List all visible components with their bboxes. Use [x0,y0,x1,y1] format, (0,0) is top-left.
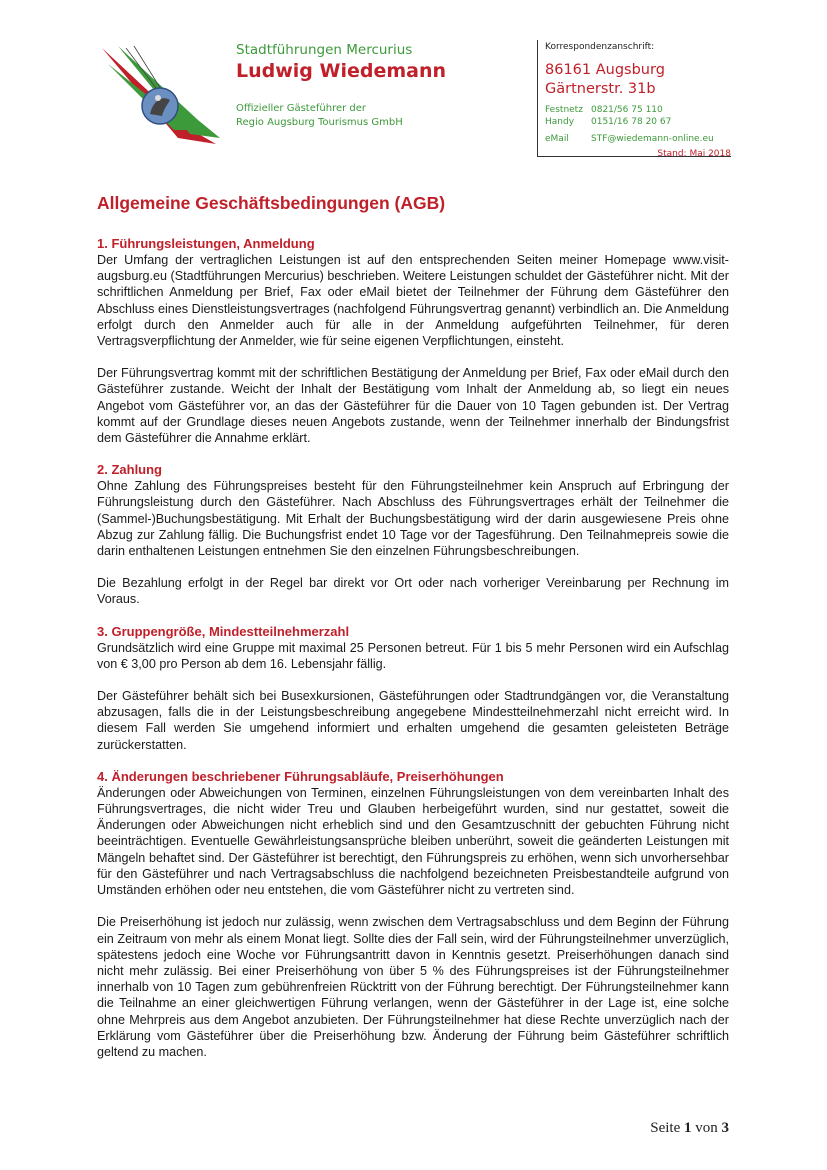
mercurius-logo [98,42,220,144]
paragraph: Grundsätzlich wird eine Gruppe mit maximal 25 Personen betreut. Für 1 bis 5 mehr Personen wird ein Aufschlag von € 3,00 pro Person ab dem 16. Lebensjahr fällig. [97,640,729,671]
paragraph: Die Preiserhöhung ist jedoch nur zulässig, wenn zwischen dem Vertragsabschluss und dem Beginn der Führung ein Zeitraum von mehr als einem Monat liegt. Sollte dies der Fall sein, wird der Führungsteilnehmer unverzüglich, spätestens jedoch eine Woche vor Führungsantritt davon in Kenntnis gesetzt. Preiserhöhungen danach sind nicht mehr zulässig. Bei einer Preiserhöhung von über 5 % des Führungspreises ist der Führungsteilnehmer innerhalb von 10 Tagen zum gebührenfreien Rücktritt von der Führung berechtigt. Der Führungsteilnehmer kann die Teilnahme an einer gleichwertigen Führung verlangen, wenn der Gästeführer in der Lage ist, eine solche ohne Mehrpreis aus dem Angebot anzubieten. Der Führungsteilnehmer hat diese Rechte unverzüglich nach der Erklärung vom Gästeführer über die Preiserhöhung bzw. Änderung der Führung beim Gästeführer schriftlich geltend zu machen. [97,915,729,1059]
page-number [650,1120,729,1137]
page-number-total: 3 [721,1120,729,1136]
company-brand: Stadtführungen Mercurius [236,42,413,58]
paragraph: Der Führungsvertrag kommt mit der schriftlichen Bestätigung der Anmeldung per Brief, Fax oder eMail durch den Gästeführer zustande. Weicht der Inhalt der Bestätigung vom Inhalt der Anmeldung ab, so liegt ein neues Angebot vom Gästeführer vor, an das der Gästeführer für die Dauer von 10 Tagen gebunden ist. Der Vertrag kommt auf der Grundlage dieses neuen Angebots zustande, wenn der Teilnehmer innerhalb der Bindungsfrist dem Gästeführer die Annahme erklärt. [97,366,729,446]
contact-email-label: eMail [545,134,569,144]
header-divider-vertical [537,40,538,156]
page-number-middle: von [695,1120,718,1136]
contact-phone-mobile-value: 0151/16 78 20 67 [591,117,672,127]
paragraph: Der Umfang der vertraglichen Leistungen ist auf den entsprechenden Seiten meiner Homepage www.visit-augsburg.eu (Stadtführungen Mercurius) beschrieben. Weitere Leistungen schuldet der Gästeführer nicht. Mit der schriftlichen Anmeldung per Brief, Fax oder eMail bietet der Teilnehmer der Führung dem Gästeführer den Abschluss eines Dienstleistungsvertrages (nachfolgend Führungsvertrag genannt) verbindlich an. Die Anmeldung erfolgt durch den Anmelder auch für alle in der Anmeldung aufgeführten Teilnehmer, für deren Vertragsverpflichtung der Anmelder, wie für seine eigenen Verpflichtungen, einsteht. [97,253,729,349]
document-date: Stand: Mai 2018 [657,149,731,159]
paragraph: Die Bezahlung erfolgt in der Regel bar direkt vor Ort oder nach vorheriger Vereinbarung per Rechnung im Voraus. [97,576,729,607]
section-heading: 1. Führungsleistungen, Anmeldung [97,236,315,251]
section-heading: 4. Änderungen beschriebener Führungsabläufe, Preiserhöhungen [97,768,504,784]
company-subtitle-line1: Offizieller Gästeführer der [236,103,367,114]
contact-phone-mobile-label: Handy [545,117,575,127]
section-2 [97,462,729,607]
contact-city: 86161 Augsburg [545,62,665,78]
contact-phone-mobile [545,116,731,128]
contact-label: Korrespondenzanschrift: [545,42,655,52]
section-1 [97,236,729,446]
contact-email-link[interactable]: STF@wiedemann-online.eu [591,134,714,144]
company-subtitle-line2: Regio Augsburg Tourismus GmbH [236,117,403,128]
paragraph: Ohne Zahlung des Führungspreises besteht für den Führungsteilnehmer kein Anspruch auf Erbringung der Führungsleistung durch den Gästeführer. Nach Abschluss des Führungsvertrages erhält der Teilnehmer die (Sammel-)Buchungsbestätigung. Mit Erhalt der Buchungsbestätigung wird der darin ausgewiesene Preis ohne Abzug zur Zahlung fällig. Die Buchungsfrist endet 10 Tage vor der Tagesführung. Den Teilnahmepreis sowie die darin enthaltenen Leistungen entnehmen Sie den einzelnen Führungsbeschreibungen. [97,479,729,559]
company-owner: Ludwig Wiedemann [236,60,447,82]
paragraph: Änderungen oder Abweichungen von Terminen, einzelnen Führungsleistungen von dem vereinbarten Inhalt des Führungsvertrages, die nicht wider Treu und Glauben herbeigeführt wurden, sind nur gestattet, soweit die Änderungen oder Abweichungen nicht erheblich sind und den Gesamtzuschnitt der gebuchten Führung nicht beeinträchtigen. Eventuelle Gewährleistungsansprüche bleiben unberührt, soweit die geänderten Leistungen mit Mängeln behaftet sind. Der Gästeführer ist berechtigt, den Führungspreis zu erhöhen, wenn sich unvorhersehbar für den Gästeführer und nach Vertragsabschluss die nachfolgend bezeichneten Preisbestandteile aufgrund von Umständen erhöhen oder neu entstehen, die vom Gästeführer nicht zu vertreten sind. [97,785,729,898]
section-heading: 3. Gruppengröße, Mindestteilnehmerzahl [97,623,350,639]
letterhead [96,38,732,173]
section-3 [97,624,729,753]
company-block [236,42,486,130]
contact-phone-landline-value: 0821/56 75 110 [591,105,663,115]
section-4 [97,769,729,1060]
company-subtitle [236,102,486,130]
contact-street: Gärtnerstr. 31b [545,81,656,97]
page-number-prefix: Seite [650,1120,681,1136]
contact-email [545,133,731,145]
contact-block [545,42,731,159]
contact-phone-landline [545,104,731,116]
paragraph: Der Gästeführer behält sich bei Busexkursionen, Gästeführungen oder Stadtrundgängen vor, die Veranstaltung abzusagen, falls die in der Leistungsbeschreibung angegebene Mindestteilnehmerzahl nicht erreicht wird. In diesem Fall werden Sie umgehend informiert und erhalten umgehend die gesamten geleisteten Beträge zurückerstatten. [97,689,729,752]
page-number-current: 1 [684,1120,692,1136]
section-heading: 2. Zahlung [97,462,162,478]
page-title: Allgemeine Geschäftsbedingungen (AGB) [97,193,446,213]
contact-phone-landline-label: Festnetz [545,105,583,115]
document-body [97,193,729,1076]
